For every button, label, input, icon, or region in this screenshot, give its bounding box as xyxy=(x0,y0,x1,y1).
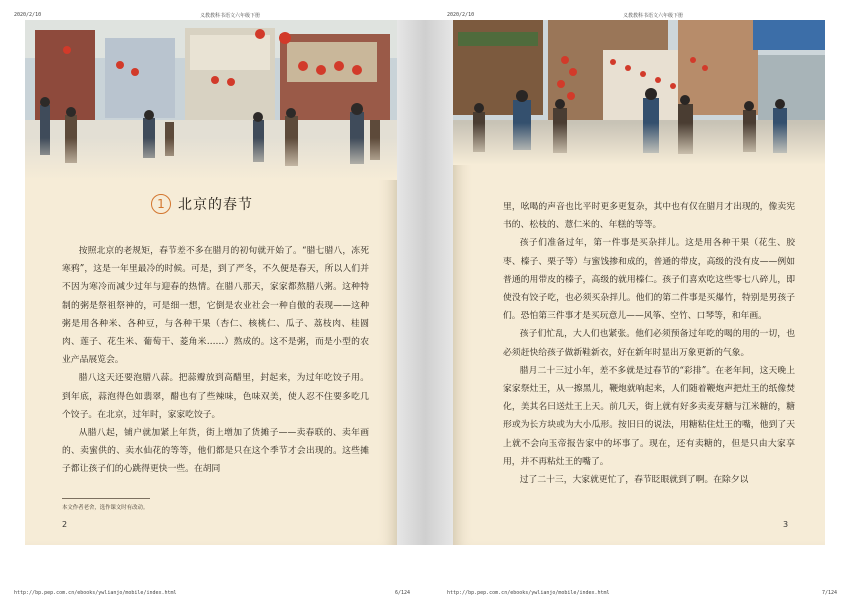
paragraph: 腊八这天还要泡腊八蒜。把蒜瓣放到高醋里，封起来，为过年吃饺子用。到年底，蒜泡得色如翡翠，醋也有了些辣味，色味双美，使人忍不住要多吃几个饺子。在北京，过年时，家家吃饺子。 xyxy=(62,373,369,420)
paragraph: 按照北京的老规矩，春节差不多在腊月的初旬就开始了。“腊七腊八，冻死寒鸦”，这是一年里最冷的时候。可是，到了严冬，不久便是春天，所以人们并不因为寒冷而减少过年与迎春的热情。在腊八那天，家家都熬腊八粥。这种特制的粥是祭祖祭神的，可是细一想，它倒是农业社会一种自傲的表现——这种粥是用各种米、各种豆，与各种干果（杏仁、核桃仁、瓜子、荔枝肉、桂圆肉、莲子、花生米、葡萄干、菱角米……）熬成的。这不是粥，而是小型的农业产品展览会。 xyxy=(62,246,369,366)
print-header-title-right: 义教教科书语文六年级下册 xyxy=(623,13,684,19)
print-header-title-left: 义教教科书语文六年级下册 xyxy=(200,13,261,19)
lesson-number-badge: 1 xyxy=(151,194,171,214)
left-page-body xyxy=(62,242,369,479)
left-page xyxy=(25,20,397,545)
right-page-body xyxy=(503,198,795,489)
paragraph: 孩子们忙乱，大人们也紧张。他们必须预备过年吃的喝的用的一切，也必须赶快给孩子做新鞋新衣，好在新年时显出万象更新的气象。 xyxy=(503,329,795,358)
market-street-illustration xyxy=(453,20,825,165)
footnote: 本文作者老舍，选作课文时有改动。 xyxy=(62,505,149,511)
paragraph: 孩子们准备过年，第一件事是买杂拌儿。这是用各种干果（花生、胶枣、榛子、栗子等）与蜜饯掺和成的，普通的带皮，高级的没有皮——例如普通的用带皮的榛子，高级的就用榛仁。孩子们喜欢吃这些零七八碎儿，即使没有饺子吃，也必须买杂拌儿。他们的第二件事是买爆竹，特别是男孩子们。恐怕第三件事才是买玩意儿——风筝、空竹、口琴等，和年画。 xyxy=(503,238,795,322)
book-gutter xyxy=(397,20,453,545)
print-footer-page-count-left: 6/124 xyxy=(395,590,411,596)
page-number: 3 xyxy=(783,520,789,529)
paragraph: 腊月二十三过小年，差不多就是过春节的“彩排”。在老年间，这天晚上家家祭灶王，从一擦黑儿，鞭炮就响起来，人们随着鞭炮声把灶王的纸像焚化，美其名曰送灶王上天。前几天，街上就有好多卖麦芽糖与江米糖的，糖形或为长方块或为大小瓜形。按旧日的说法，用糖粘住灶王的嘴，他到了天上就不会向玉帝报告家中的坏事了。现在，还有卖糖的，但是只由大家享用，并不再粘灶王的嘴了。 xyxy=(503,365,795,467)
paragraph: 从腊八起，铺户就加紧上年货，街上增加了货摊子——卖春联的、卖年画的、卖蜜供的、卖水仙花的等等，他们都是只在这个季节才会出现的。这些摊子都让孩子们的心跳得更快一些。在胡同 xyxy=(62,428,369,475)
print-footer-page-count-right: 7/124 xyxy=(822,590,838,596)
print-footer-url-right: http://bp.pep.com.cn/ebooks/ywlianjo/mobile/index.html xyxy=(447,590,610,596)
print-header-date-right: 2020/2/10 xyxy=(447,12,475,18)
print-footer-url-left: http://bp.pep.com.cn/ebooks/ywlianjo/mobile/index.html xyxy=(14,590,177,596)
page-number: 2 xyxy=(62,520,68,529)
lesson-title: 北京的春节 xyxy=(178,197,253,213)
lesson-heading xyxy=(151,194,253,214)
paragraph: 里，吆喝的声音也比平时更多更复杂，其中也有仅在腊月才出现的，像卖宪书的、松枝的、薏仁米的、年糕的等等。 xyxy=(503,202,795,231)
print-header-date-left: 2020/2/10 xyxy=(14,12,42,18)
spring-festival-market-illustration xyxy=(25,20,397,180)
right-page xyxy=(453,20,825,545)
footnote-divider xyxy=(62,498,150,499)
paragraph: 过了二十三，大家就更忙了，春节眨眼就到了啊。在除夕以 xyxy=(519,475,749,486)
